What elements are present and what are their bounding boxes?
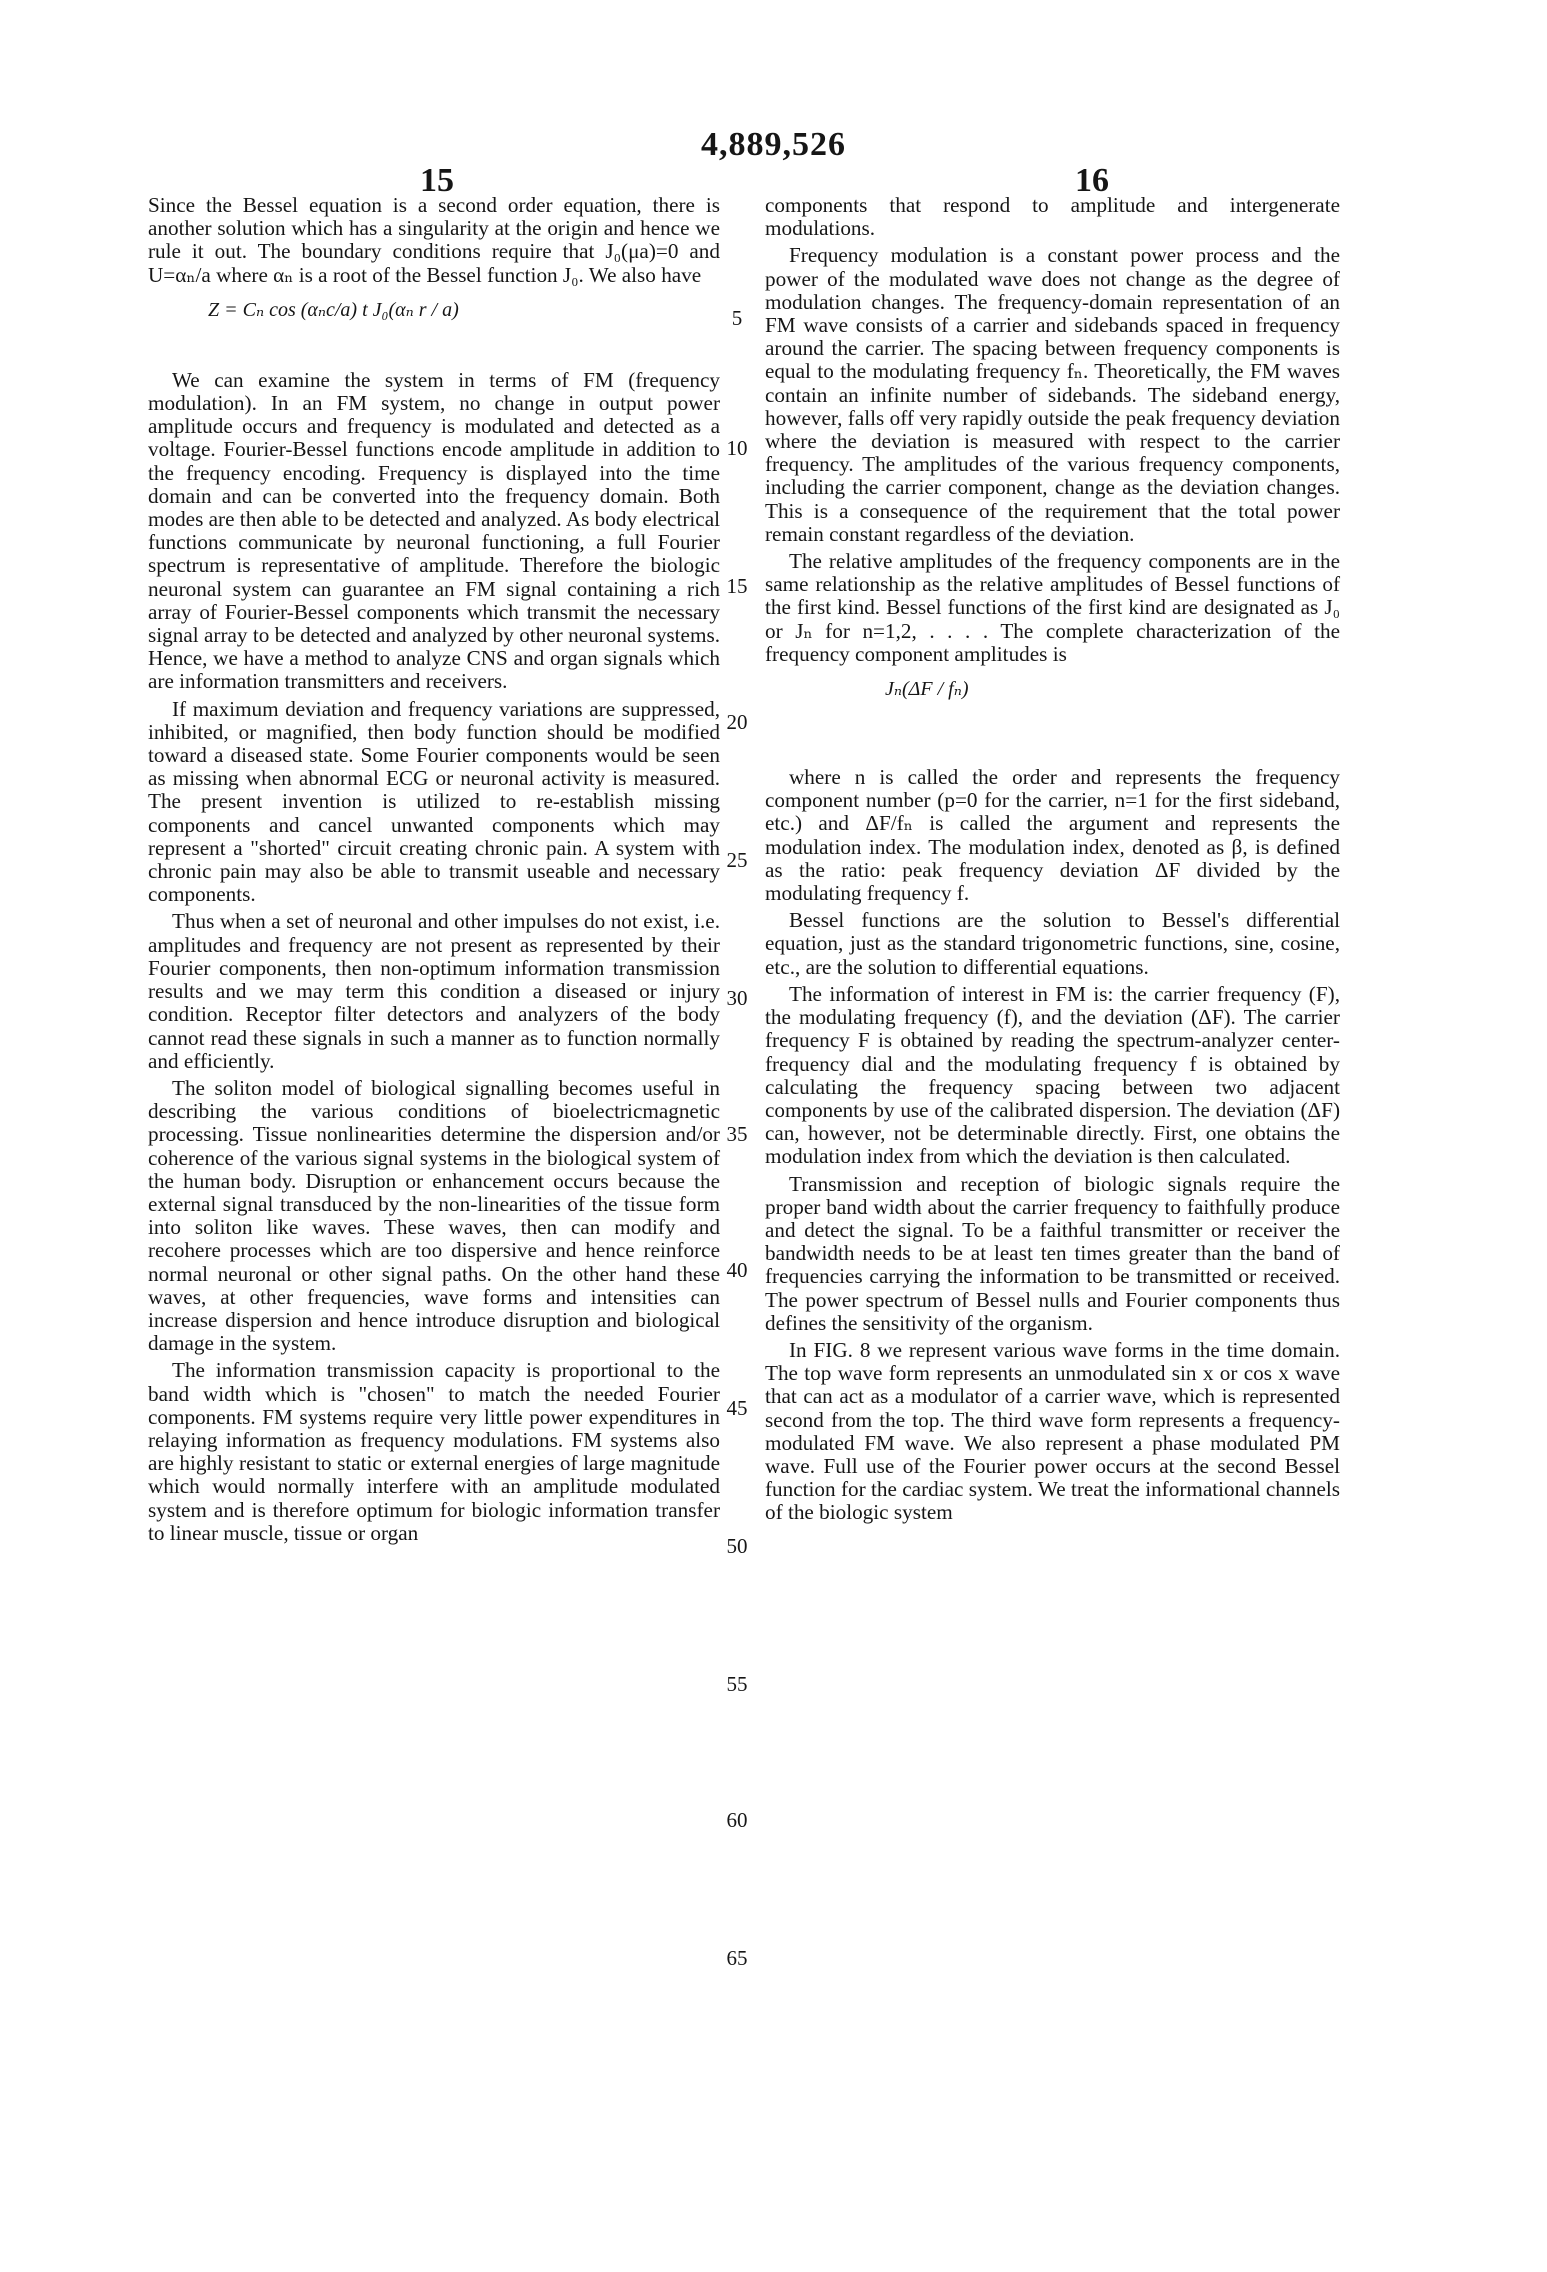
line-number: 45 [726,1396,748,1420]
line-number: 10 [726,436,748,460]
paragraph: In FIG. 8 we represent various wave forms in the time domain. The top wave form represents an unmodulated sin x or cos x wave that can act as a modulator of a carrier wave, which is represented second from the top. The third wave form represents a frequency-modulated FM wave. We also represent a phase modulated PM wave. Full use of the Fourier power occurs at the second Bessel function for the cardiac system. We treat the informational channels of the biologic system [765,1337,1340,1525]
line-number: 25 [726,848,748,872]
line-number: 65 [726,1946,748,1970]
paragraph: Since the Bessel equation is a second order equation, there is another solution which has a singularity at the origin and hence we rule it out. The boundary conditions require that J₀(μa)=0 and U=αₙ/a where αₙ is a root of the Bessel function J₀. We also have [148,193,720,287]
line-number: 35 [726,1122,748,1146]
paragraph: The information transmission capacity is proportional to the band width which is "chosen" to match the needed Fourier components. FM systems require very little power expenditures in relaying information as frequency modulations. FM systems also are highly resistant to static or external energies of large magnitude which would normally interfere with an amplitude modulated system and is therefore optimum for biologic information transfer to linear muscle, tissue or organ [148,1358,720,1545]
equation-bessel: Jₙ(ΔF / fₙ) [885,678,969,701]
paragraph: components that respond to amplitude and intergenerate modulations. [765,193,1340,241]
patent-number: 4,889,526 [701,126,846,163]
paragraph: Transmission and reception of biologic signals require the proper band width about the carrier frequency to faithfully produce and detect the signal. To be a faithful transmitter or receiver the bandwidth needs to be at least ten times greater than the band of frequencies carrying the information to be transmitted or received. The power spectrum of Bessel nulls and Fourier components thus defines the sensitivity of the organism. [765,1171,1340,1335]
paragraph: The soliton model of biological signalling becomes useful in describing the various conditions of bioelectricmagnetic processing. Tissue nonlinearities determine the dispersion and/or coherence of the various signal systems in the biological system of the human body. Disruption or enhancement occurs because the external signal transduced by the non-linearities of the tissue form into soliton like waves. These waves, then can modify and recohere processes which are too dispersive and hence reinforce normal neuronal or other signal paths. On the other hand these waves, at other frequencies, wave forms and intensities can increase dispersion and hence introduce disruption and biological damage in the system. [148,1075,720,1356]
paragraph: where n is called the order and represents the frequency component number (p=0 for the carrier, n=1 for the first sideband, etc.) and ΔF/fₙ is called the argument and represents the modulation index. The modulation index, denoted as β, is defined as the ratio: peak frequency deviation ΔF divided by the modulating frequency f. [765,765,1340,906]
page-number-right: 16 [1075,162,1109,199]
line-number: 40 [726,1258,748,1282]
line-number: 5 [731,306,743,330]
left-column [148,194,720,1549]
paragraph: Thus when a set of neuronal and other impulses do not exist, i.e. amplitudes and frequency are not present as represented by their Fourier components, then non-optimum information transmission results and we may term this condition a diseased or injury condition. Receptor filter detectors and analyzers of the body cannot read these signals in such a manner as to function normally and efficiently. [148,909,720,1073]
paragraph: We can examine the system in terms of FM (frequency modulation). In an FM system, no change in output power amplitude occurs and frequency is modulated and detected as a voltage. Fourier-Bessel functions encode amplitude in addition to the frequency encoding. Frequency is displayed into the time domain and can be converted into the frequency domain. Both modes are then able to be detected and analyzed. As body electrical functions communicate by neuronal functioning, a full Fourier spectrum is representative of amplitude. Therefore the biologic neuronal system can guarantee an FM signal containing a rich array of Fourier-Bessel components which transmit the necessary signal array to be detected and analyzed by other neuronal systems. Hence, we have a method to analyze CNS and organ signals which are information transmitters and receivers. [148,367,720,694]
line-number: 50 [726,1534,748,1558]
line-number: 15 [726,574,748,598]
paragraph: If maximum deviation and frequency variations are suppressed, inhibited, or magnified, then body function should be modified toward a diseased state. Some Fourier components would be seen as missing when abnormal ECG or neuronal activity is measured. The present invention is utilized to re-establish missing components and cancel unwanted components which may represent a "shorted" circuit creating chronic pain. A system with chronic pain may also be able to transmit useable and necessary components. [148,696,720,907]
right-column [765,194,1340,1529]
paragraph: Frequency modulation is a constant power process and the power of the modulated wave does not change as the degree of modulation changes. The frequency-domain representation of an FM wave consists of a carrier and sidebands spaced in frequency around the carrier. The spacing between frequency components is equal to the modulating frequency fₙ. Theoretically, the FM waves contain an infinite number of sidebands. The sideband energy, however, falls off very rapidly outside the peak frequency deviation where the deviation is measured with respect to the carrier frequency. The amplitudes of the various frequency components, including the carrier component, change as the deviation changes. This is a consequence of the requirement that the total power remain constant regardless of the deviation. [765,243,1340,546]
paragraph: Bessel functions are the solution to Bessel's differential equation, just as the standard trigonometric functions, sine, cosine, etc., are the solution to differential equations. [765,908,1340,979]
paragraph: The relative amplitudes of the frequency components are in the same relationship as the relative amplitudes of Bessel functions of the first kind. Bessel functions of the first kind are designated as J₀ or Jₙ for n=1,2, . . . . The complete characterization of the frequency component amplitudes is [765,549,1340,666]
line-number: 20 [726,710,748,734]
paragraph: The information of interest in FM is: the carrier frequency (F), the modulating frequency (f), and the deviation (ΔF). The carrier frequency F is obtained by reading the spectrum-analyzer center-frequency dial and the modulating frequency f is obtained by calculating the frequency spacing between two adjacent components by use of the calibrated dispersion. The deviation (ΔF) can, however, not be determinable directly. First, one obtains the modulation index from which the deviation is then calculated. [765,981,1340,1169]
line-number: 60 [726,1808,748,1832]
page-number-left: 15 [420,162,454,199]
line-number: 55 [726,1672,748,1696]
line-number: 30 [726,986,748,1010]
equation-z: Z = Cₙ cos (αₙc/a) t J₀(αₙ r / a) [208,298,459,321]
